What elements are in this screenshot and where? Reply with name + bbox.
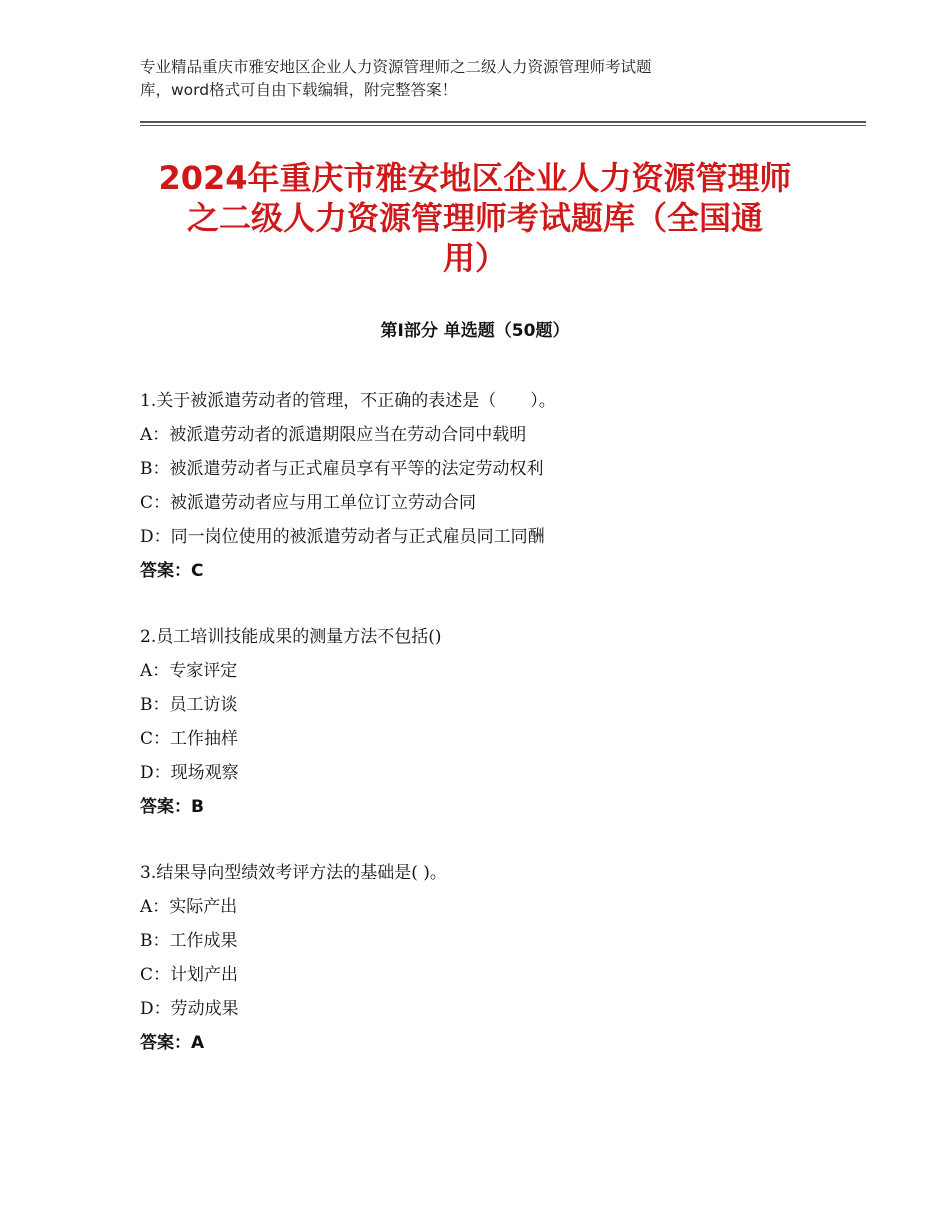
- option-d: D：劳动成果: [140, 999, 239, 1019]
- question-3: [140, 856, 840, 1060]
- title-line-2: 之二级人力资源管理师考试题库（全国通: [186, 199, 763, 237]
- option-c: C：工作抽样: [140, 729, 239, 749]
- question-stem: 3.结果导向型绩效考评方法的基础是( )。: [140, 863, 447, 883]
- option-a: A：实际产出: [140, 897, 238, 917]
- header-line-2: 库，word格式可自由下载编辑，附完整答案！: [140, 81, 458, 99]
- answer: 答案：A: [140, 1033, 205, 1053]
- section-title: 第Ⅰ部分 单选题（50题）: [380, 321, 570, 341]
- header-divider-thick: [140, 121, 866, 123]
- option-b: B：员工访谈: [140, 695, 238, 715]
- option-a: A：被派遣劳动者的派遣期限应当在劳动合同中载明: [140, 425, 527, 445]
- answer: 答案：C: [140, 561, 204, 581]
- question-list: [140, 384, 840, 1092]
- document-title: [140, 158, 810, 278]
- option-d: D：现场观察: [140, 763, 239, 783]
- option-c: C：计划产出: [140, 965, 239, 985]
- document-header-note: [140, 56, 800, 102]
- option-a: A：专家评定: [140, 661, 238, 681]
- option-c: C：被派遣劳动者应与用工单位订立劳动合同: [140, 493, 477, 513]
- question-stem: 1.关于被派遣劳动者的管理，不正确的表述是（ ）。: [140, 391, 556, 411]
- title-line-1: 2024年重庆市雅安地区企业人力资源管理师: [158, 159, 792, 197]
- answer: 答案：B: [140, 797, 204, 817]
- option-b: B：工作成果: [140, 931, 238, 951]
- question-stem: 2.员工培训技能成果的测量方法不包括(): [140, 627, 442, 647]
- question-1: [140, 384, 840, 588]
- header-line-1: 专业精品重庆市雅安地区企业人力资源管理师之二级人力资源管理师考试题: [140, 58, 652, 76]
- option-b: B：被派遣劳动者与正式雇员享有平等的法定劳动权利: [140, 459, 544, 479]
- question-2: [140, 620, 840, 824]
- header-divider-thin: [140, 125, 866, 126]
- title-line-3: 用）: [442, 239, 507, 277]
- option-d: D：同一岗位使用的被派遣劳动者与正式雇员同工同酬: [140, 527, 545, 547]
